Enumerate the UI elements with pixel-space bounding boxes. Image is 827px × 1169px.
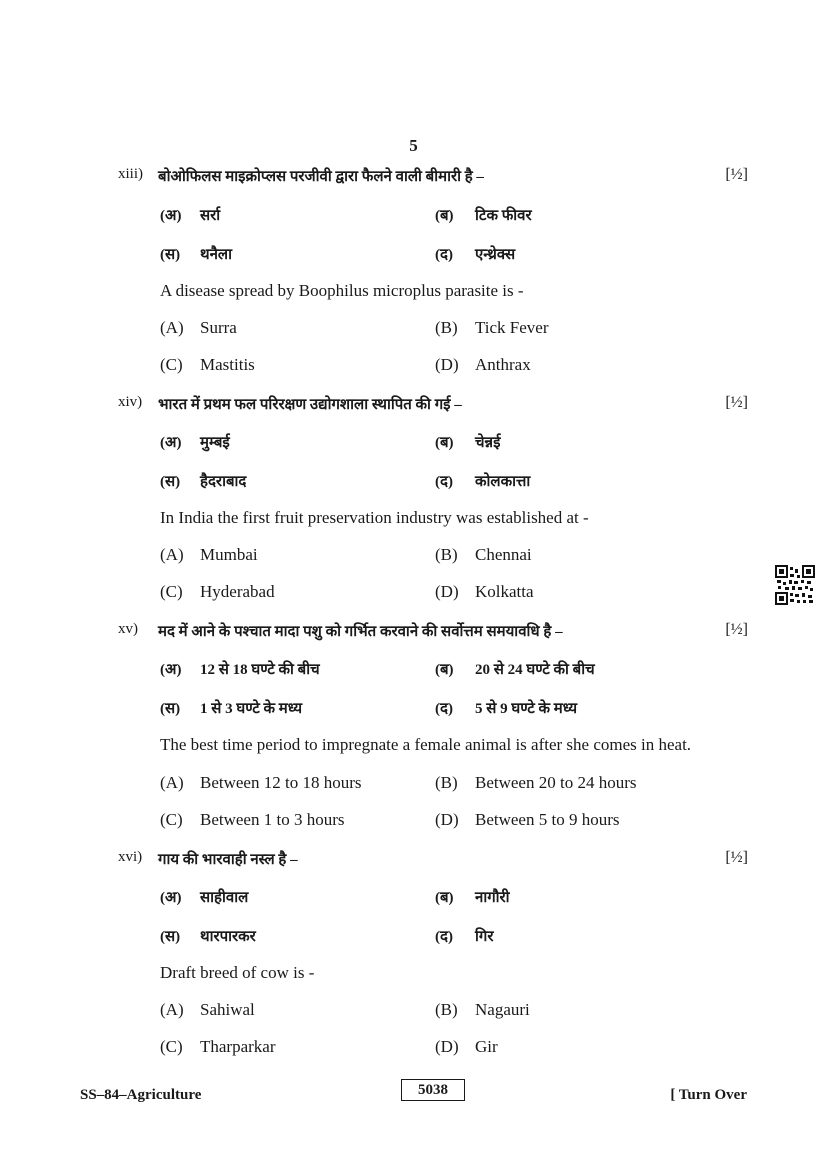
option-label: (स)	[160, 701, 181, 717]
question-header	[118, 621, 748, 643]
option-text: Hyderabad	[200, 582, 275, 601]
hindi-option	[160, 205, 420, 227]
option-text: हैदराबाद	[200, 474, 247, 490]
hindi-option	[435, 926, 735, 948]
option-text: Gir	[475, 1037, 498, 1056]
question-number: xiii)	[118, 166, 143, 182]
option-label: (C)	[160, 1037, 183, 1056]
hindi-question: मद में आने के पश्चात मादा पशु को गर्भित करवाने की सर्वोत्तम समयावधि है –	[158, 624, 563, 640]
hindi-option	[160, 887, 420, 909]
option-label: (अ)	[160, 208, 182, 224]
english-option	[435, 582, 735, 604]
option-text: Between 5 to 9 hours	[475, 810, 620, 829]
hindi-option	[160, 244, 420, 266]
option-text: साहीवाल	[200, 890, 249, 906]
option-text: Anthrax	[475, 355, 531, 374]
option-text: एन्थ्रेक्स	[475, 247, 516, 263]
option-label: (A)	[160, 318, 184, 337]
question-number: xv)	[118, 621, 138, 637]
option-label: (C)	[160, 582, 183, 601]
question-number: xvi)	[118, 849, 143, 865]
option-label: (D)	[435, 1037, 459, 1056]
option-text: सर्रा	[200, 208, 221, 224]
hindi-option	[160, 471, 420, 493]
option-label: (D)	[435, 355, 459, 374]
english-option	[160, 773, 420, 795]
hindi-option	[435, 698, 735, 720]
option-text: Tharparkar	[200, 1037, 276, 1056]
option-text: 20 से 24 घण्टे की बीच	[475, 662, 595, 678]
option-text: Nagauri	[475, 1000, 530, 1019]
option-label: (स)	[160, 474, 181, 490]
option-text: थारपारकर	[200, 929, 256, 945]
question-number: xiv)	[118, 394, 143, 410]
option-text: 1 से 3 घण्टे के मध्य	[200, 701, 303, 717]
english-option	[160, 582, 420, 604]
option-label: (ब)	[435, 890, 454, 906]
option-text: Kolkatta	[475, 582, 534, 601]
option-label: (द)	[435, 701, 453, 717]
option-label: (B)	[435, 773, 458, 792]
hindi-option	[435, 244, 735, 266]
option-label: (द)	[435, 929, 453, 945]
question-header	[118, 849, 748, 871]
option-text: चेन्नई	[475, 435, 501, 451]
english-option	[160, 1037, 420, 1059]
english-option	[435, 1037, 735, 1059]
option-label: (A)	[160, 773, 184, 792]
english-option	[160, 545, 420, 567]
english-option	[435, 318, 735, 340]
english-option	[435, 810, 735, 832]
hindi-option	[160, 926, 420, 948]
option-text: टिक फीवर	[475, 208, 532, 224]
option-label: (C)	[160, 810, 183, 829]
hindi-question: गाय की भारवाही नस्ल है –	[158, 852, 298, 868]
option-label: (अ)	[160, 890, 182, 906]
option-label: (द)	[435, 247, 453, 263]
option-label: (ब)	[435, 435, 454, 451]
serial-code-box: 5038	[401, 1079, 465, 1101]
option-text: Mastitis	[200, 355, 255, 374]
option-label: (A)	[160, 1000, 184, 1019]
option-text: Mumbai	[200, 545, 258, 564]
paper-code: SS–84–Agriculture	[80, 1087, 202, 1103]
option-text: Sahiwal	[200, 1000, 255, 1019]
english-question: In India the first fruit preservation industry was established at -	[160, 508, 589, 527]
option-label: (ब)	[435, 662, 454, 678]
option-text: 5 से 9 घण्टे के मध्य	[475, 701, 578, 717]
option-text: मुम्बई	[200, 435, 230, 451]
page-number: 5	[409, 136, 418, 155]
english-option	[435, 545, 735, 567]
option-label: (द)	[435, 474, 453, 490]
option-label: (अ)	[160, 662, 182, 678]
english-option	[435, 1000, 735, 1022]
hindi-option	[435, 659, 735, 681]
english-question: The best time period to impregnate a female animal is after she comes in heat.	[160, 735, 692, 754]
hindi-question: बोओफिलस माइक्रोप्लस परजीवी द्वारा फैलने वाली बीमारी है –	[158, 169, 484, 185]
option-text: 12 से 18 घण्टे की बीच	[200, 662, 320, 678]
hindi-option	[435, 432, 735, 454]
option-label: (D)	[435, 810, 459, 829]
hindi-option	[435, 887, 735, 909]
hindi-option	[160, 659, 420, 681]
option-label: (अ)	[160, 435, 182, 451]
marks: [½]	[725, 166, 748, 183]
option-label: (स)	[160, 247, 181, 263]
hindi-option	[160, 432, 420, 454]
option-text: नागौरी	[475, 890, 510, 906]
option-label: (B)	[435, 1000, 458, 1019]
marks: [½]	[725, 849, 748, 866]
hindi-option	[160, 698, 420, 720]
option-text: Between 20 to 24 hours	[475, 773, 637, 792]
option-text: Between 1 to 3 hours	[200, 810, 345, 829]
english-option	[435, 355, 735, 377]
option-text: Tick Fever	[475, 318, 549, 337]
english-option	[160, 810, 420, 832]
english-option	[160, 1000, 420, 1022]
hindi-question: भारत में प्रथम फल परिरक्षण उद्योगशाला स्थापित की गई –	[158, 397, 462, 413]
english-option	[160, 355, 420, 377]
option-label: (ब)	[435, 208, 454, 224]
option-text: गिर	[475, 929, 494, 945]
english-question: Draft breed of cow is -	[160, 963, 315, 982]
marks: [½]	[725, 621, 748, 638]
hindi-option	[435, 471, 735, 493]
english-option	[160, 318, 420, 340]
option-label: (B)	[435, 318, 458, 337]
qr-code-icon	[775, 565, 815, 605]
marks: [½]	[725, 394, 748, 411]
option-label: (स)	[160, 929, 181, 945]
option-text: Surra	[200, 318, 237, 337]
question-header	[118, 166, 748, 188]
option-label: (B)	[435, 545, 458, 564]
option-text: Between 12 to 18 hours	[200, 773, 362, 792]
option-label: (A)	[160, 545, 184, 564]
option-text: Chennai	[475, 545, 532, 564]
option-text: थनैला	[200, 247, 232, 263]
option-label: (D)	[435, 582, 459, 601]
turn-over-label: [ Turn Over	[670, 1087, 747, 1103]
hindi-option	[435, 205, 735, 227]
option-text: कोलकात्ता	[475, 474, 531, 490]
question-header	[118, 394, 748, 416]
english-question: A disease spread by Boophilus microplus parasite is -	[160, 281, 524, 300]
option-label: (C)	[160, 355, 183, 374]
english-option	[435, 773, 735, 795]
